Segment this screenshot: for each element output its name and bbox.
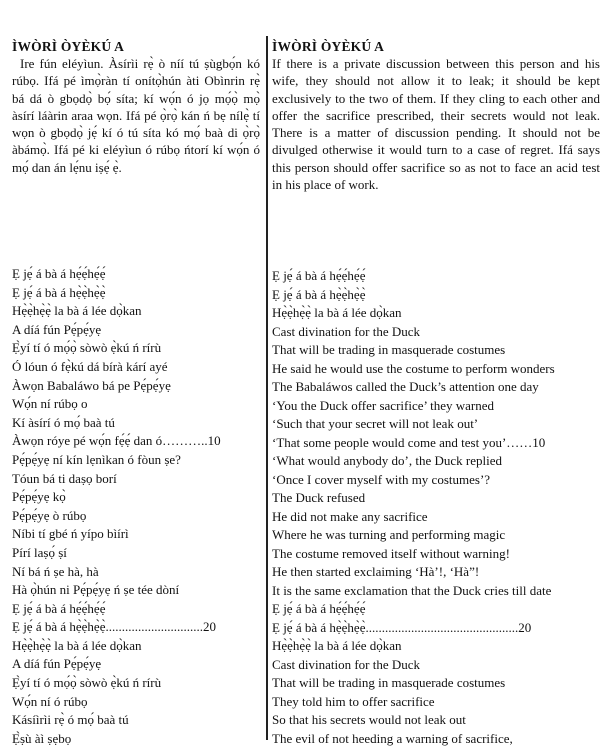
english-verses <box>272 267 604 748</box>
yoruba-verse-line: Ẹ̀yí tí ó mọ́ọ̀ sòwò ẹ̀kú ń rírù <box>12 339 262 358</box>
yoruba-verse-line: Kásíìrìi rẹ̀ ó mọ́ baà tú <box>12 711 262 730</box>
yoruba-verses <box>12 265 262 748</box>
yoruba-verse-line: Àwọn róye pé wọ́n fẹ́ẹ́ dan ó………..10 <box>12 432 262 451</box>
yoruba-verse-line: Ẹ̀ṣù àì ṣẹbọ <box>12 730 262 748</box>
english-verse-line: ‘That some people would come and test you’……10 <box>272 434 604 453</box>
english-verse-line: It is the same exclamation that the Duck cries till date <box>272 582 604 601</box>
yoruba-verse-line: Kí àsírí ó mọ́ baà tú <box>12 414 262 433</box>
english-verse-line: Ẹ jẹ́ á bà á hẹ́ẹ́hẹ́ẹ́ <box>272 267 604 286</box>
english-column <box>272 38 600 193</box>
english-verse-line: He then started exclaiming ‘Hà’!, ‘Hà”! <box>272 563 604 582</box>
english-paragraph: If there is a private discussion between this person and his wife, they should not allow it to leak; it should be kept exclusively to the two of them. If they cling to each other and offer the sacrifice prescribed, their secrets would not leak. There is a matter of discussion pending. It should not be divulged otherwise it would turn to a case of regret. Ifá says this person should offer sacrifice so as not to face an acid test in his place of work. <box>272 55 600 193</box>
english-verse-line: The Duck refused <box>272 489 604 508</box>
english-verse-line: He said he would use the costume to perform wonders <box>272 360 604 379</box>
yoruba-verse-line: Hẹ̀ẹ̀hẹ̀ẹ̀ la bà á lée dọ̀kan <box>12 302 262 321</box>
yoruba-verse-line: A díá fún Pẹ́pẹ́yẹ <box>12 655 262 674</box>
yoruba-verse-line: Pẹ́pẹ́yẹ ní kín lẹnìkan ó fòun ṣe? <box>12 451 262 470</box>
column-divider <box>266 36 268 740</box>
english-heading: ÌWÒRÌ ÒYÈKÚ A <box>272 38 600 55</box>
english-verse-line: Cast divination for the Duck <box>272 323 604 342</box>
yoruba-verse-line: Pírí laṣọ́ ṣí <box>12 544 262 563</box>
yoruba-column <box>12 38 260 176</box>
english-verse-line: So that his secrets would not leak out <box>272 711 604 730</box>
yoruba-verse-line: Pẹ́pẹ́yẹ ò rúbọ <box>12 507 262 526</box>
english-verse-line: Ẹ jẹ́ á bà á hẹ́ẹ́hẹ́ẹ́ <box>272 600 604 619</box>
english-verse-line: Hẹ̀ẹ̀hẹ̀ẹ̀ la bà á lée dọ̀kan <box>272 304 604 323</box>
english-verse-line: Cast divination for the Duck <box>272 656 604 675</box>
yoruba-verse-line: Níbi tí gbé ń yípo bìírì <box>12 525 262 544</box>
yoruba-verse-line: Àwọn Babaláwo bá pe Pẹ́pẹ́yẹ <box>12 377 262 396</box>
english-verse-line: That will be trading in masquerade costumes <box>272 674 604 693</box>
yoruba-paragraph: Ire fún eléyìun. Àsírìi rẹ̀ ò níí tú ṣùgbọ́n kó rúbọ. Ifá pé ìmọ̀ràn tí onítọ̀hún àti Obìnrin rẹ̀ bá dá ò gbọdọ̀ bọ́ síta; kí wọ́n ó jọ mọ́ọ̀ mọ̀ àsírí láàrin araa wọn. Ifá pé ọ̀rọ̀ kán ń bẹ nílẹ̀ tí wọn ò gbọdọ̀ jẹ́ kí ó tú síta kó mọ́ baà di ọ̀rọ̀ àbámọ̀. Ifá pé ki eléyìun ó rúbọ ńtorí kí wọ́n ó mọ́ dan án lẹ́nu iṣẹ́ ẹ̀. <box>12 55 260 176</box>
yoruba-verse-line: Ó lóun ó fẹ̀kú dá bírà kárí ayé <box>12 358 262 377</box>
english-verse-line: Ẹ jẹ́ á bà á hẹ̀ẹ̀hẹ̀ẹ̀...............................................20 <box>272 619 604 638</box>
english-verse-line: Hẹ̀ẹ̀hẹ̀ẹ̀ la bà á lée dọ̀kan <box>272 637 604 656</box>
english-verse-line: That will be trading in masquerade costumes <box>272 341 604 360</box>
english-verse-line: He did not make any sacrifice <box>272 508 604 527</box>
yoruba-verse-line: Ẹ jẹ́ á bà á hẹ̀ẹ̀hẹ̀ẹ̀ <box>12 284 262 303</box>
english-verse-line: Where he was turning and performing magic <box>272 526 604 545</box>
yoruba-verse-line: Hẹ̀ẹ̀hẹ̀ẹ̀ la bà á lée dọ̀kan <box>12 637 262 656</box>
yoruba-verse-line: Wọ́n ní ó rúbọ <box>12 693 262 712</box>
english-verse-line: ‘Once I cover myself with my costumes’? <box>272 471 604 490</box>
english-verse-line: ‘Such that your secret will not leak out’ <box>272 415 604 434</box>
yoruba-verse-line: Hà ọ̀hún ni Pẹ́pẹ́yẹ ń ṣe tée dòní <box>12 581 262 600</box>
yoruba-verse-line: A díá fún Pẹ́pẹ́yẹ <box>12 321 262 340</box>
english-verse-line: ‘What would anybody do’, the Duck replied <box>272 452 604 471</box>
yoruba-verse-line: Tóun bá ti daṣọ borí <box>12 470 262 489</box>
english-verse-line: The evil of not heeding a warning of sacrifice, <box>272 730 604 748</box>
yoruba-heading: ÌWÒRÌ ÒYÈKÚ A <box>12 38 260 55</box>
english-verse-line: The costume removed itself without warning! <box>272 545 604 564</box>
english-verse-line: Ẹ jẹ́ á bà á hẹ̀ẹ̀hẹ̀ẹ̀ <box>272 286 604 305</box>
yoruba-verse-line: Pẹ́pẹ́yẹ kọ̀ <box>12 488 262 507</box>
yoruba-verse-line: Ẹ̀yí tí ó mọ́ọ̀ sòwò ẹ̀kú ń rírù <box>12 674 262 693</box>
english-verse-line: ‘You the Duck offer sacrifice’ they warned <box>272 397 604 416</box>
yoruba-verse-line: Ẹ jẹ́ á bà á hẹ́ẹ́hẹ́ẹ́ <box>12 600 262 619</box>
yoruba-verse-line: Ní bá ń ṣe hà, hà <box>12 563 262 582</box>
english-verse-line: The Babaláwos called the Duck’s attention one day <box>272 378 604 397</box>
yoruba-verse-line: Ẹ jẹ́ á bà á hẹ̀ẹ̀hẹ̀ẹ̀..............................20 <box>12 618 262 637</box>
yoruba-verse-line: Ẹ jẹ́ á bà á hẹ́ẹ́hẹ́ẹ́ <box>12 265 262 284</box>
yoruba-verse-line: Wọ́n ní rúbọ o <box>12 395 262 414</box>
english-verse-line: They told him to offer sacrifice <box>272 693 604 712</box>
